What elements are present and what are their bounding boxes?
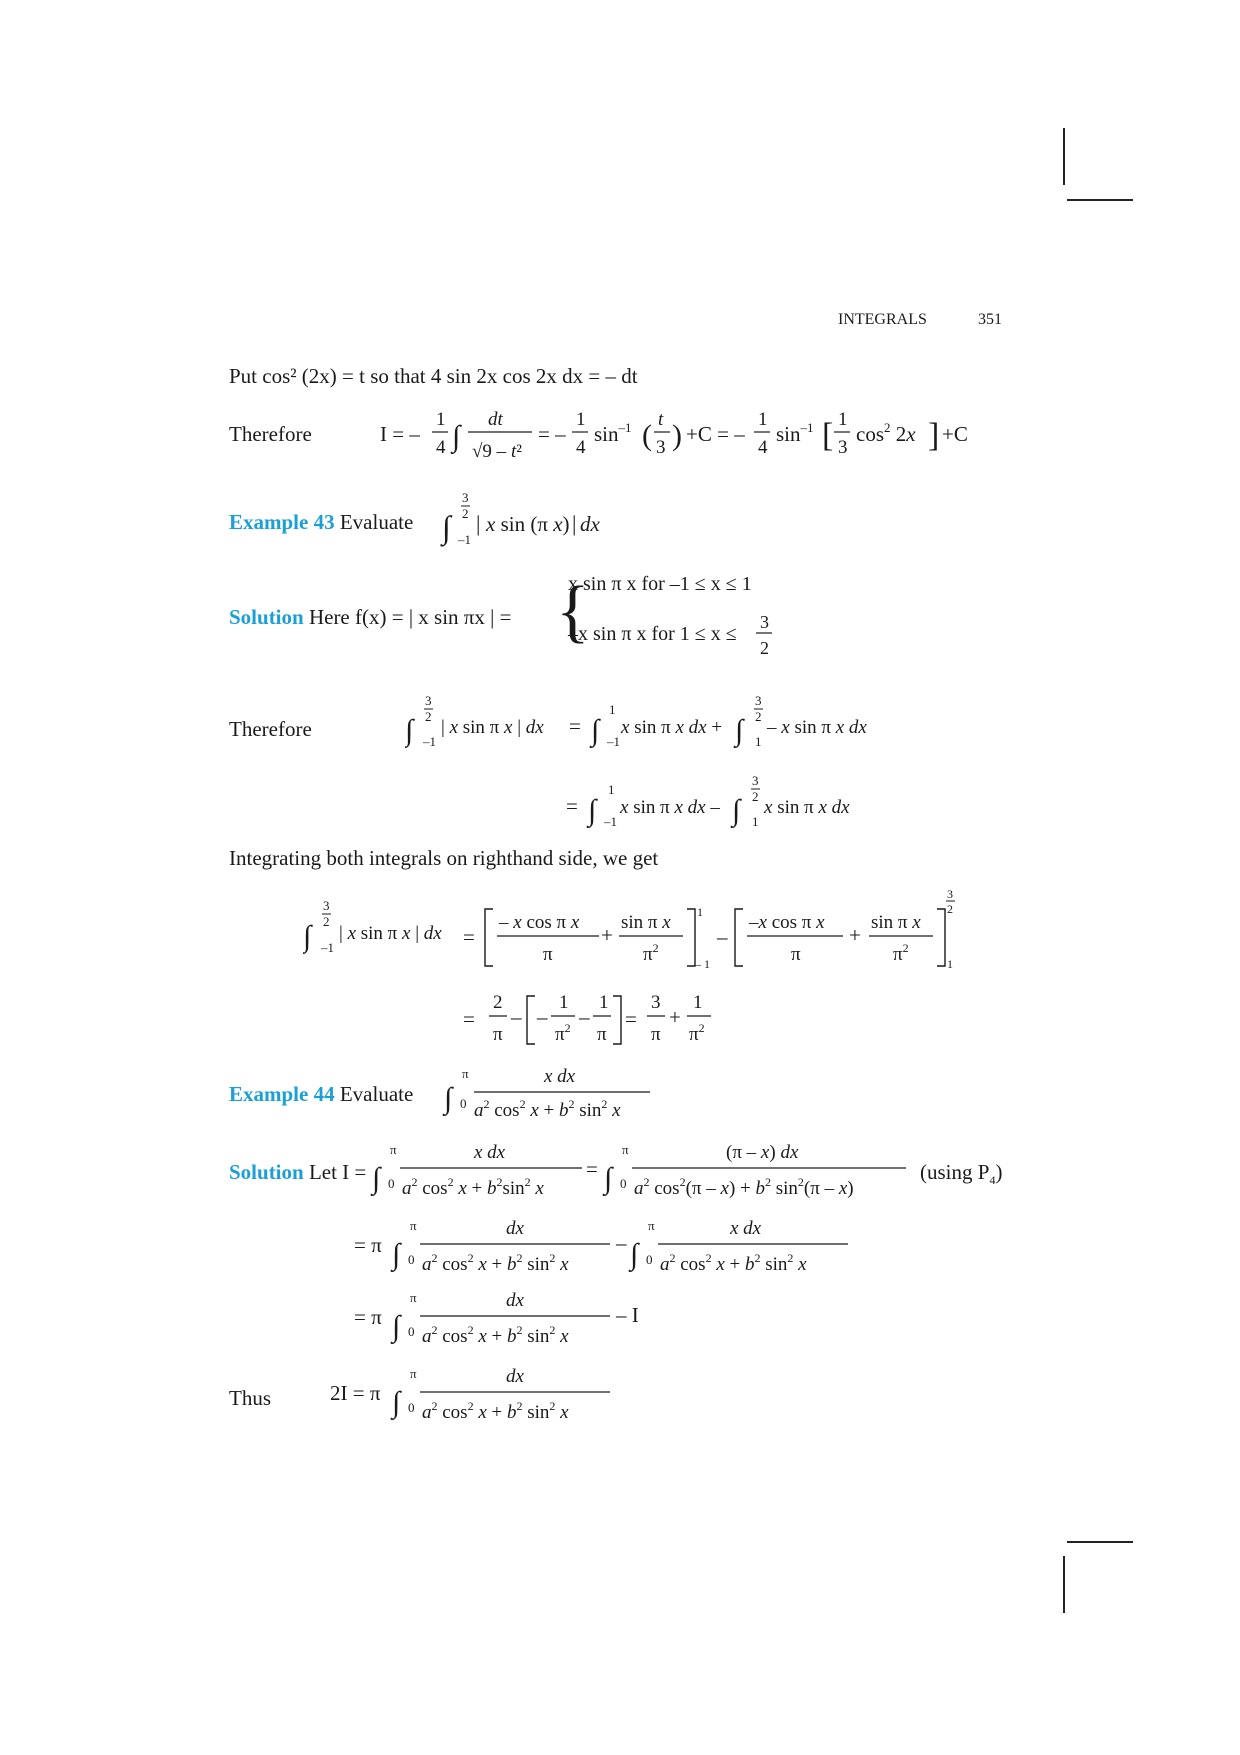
svg-text:– I: – I xyxy=(616,1303,639,1327)
svg-text:0: 0 xyxy=(646,1252,653,1267)
svg-text:x sin π x dx: x sin π x dx xyxy=(764,797,850,818)
svg-text:|: | xyxy=(476,511,481,536)
svg-text:1: 1 xyxy=(838,409,848,430)
svg-text:a2 cos2 x + b2 sin2 x: $a^2$ $\cos^2 x + b^2$ $\sin^2 x$ xyxy=(474,1097,621,1121)
svg-text:(π – x) dx: (π – x) dx xyxy=(726,1142,799,1163)
svg-text:3: 3 xyxy=(425,693,432,708)
svg-text:π2: $\pi^2$ xyxy=(689,1021,705,1045)
svg-text:∫: ∫ xyxy=(444,1082,453,1115)
svg-text:π: π xyxy=(390,1142,397,1157)
solution-44-step-2 xyxy=(354,1282,654,1362)
svg-text:1: 1 xyxy=(752,814,759,829)
svg-text:2: 2 xyxy=(752,789,759,804)
svg-text:–: – xyxy=(537,1005,548,1029)
svg-text:3: 3 xyxy=(752,773,759,788)
svg-text:– 1: – 1 xyxy=(695,957,710,971)
running-header-title: INTEGRALS xyxy=(838,311,927,328)
svg-text:a2 cos2(π – x) + b2 sin2(π – x: $a^2$ $\cos^2(\pi - x) + b^2$ $\sin^2(\pi - x)$ xyxy=(634,1175,854,1199)
svg-text:a2 cos2 x + b2 sin2 x: $a^2$ $\cos^2 x + b^2$ $\sin^2 x$ xyxy=(422,1323,569,1347)
svg-text:sin–1: $\sin^{-1}$ xyxy=(594,420,632,446)
svg-text:cos2 2x: $\cos^2 2x$ xyxy=(856,420,916,446)
therefore-equation-2 xyxy=(405,690,925,760)
svg-text:sin π x: sin π x xyxy=(871,912,921,933)
svg-text:+: + xyxy=(669,1005,681,1029)
svg-text:2: 2 xyxy=(462,506,469,521)
svg-text:= π: = π xyxy=(354,1305,382,1329)
svg-text:=: = xyxy=(569,714,581,738)
svg-text:4: 4 xyxy=(576,437,586,458)
svg-text:(: ( xyxy=(642,419,652,452)
example-44-text: Evaluate xyxy=(339,1082,414,1106)
svg-text:0: 0 xyxy=(408,1252,415,1267)
svg-text:1: 1 xyxy=(697,905,703,919)
crop-mark-top-vertical xyxy=(1063,128,1065,185)
svg-text:∫: ∫ xyxy=(452,420,461,453)
svg-text:3: 3 xyxy=(323,898,330,913)
svg-text:= –: = – xyxy=(538,422,566,446)
svg-text:∫: ∫ xyxy=(732,794,741,827)
svg-text:0: 0 xyxy=(408,1400,415,1415)
using-p4-note: (using $P_4$) xyxy=(920,1160,1003,1188)
svg-text:3: 3 xyxy=(947,887,953,901)
svg-text:–1: –1 xyxy=(604,814,617,829)
example-43-integral xyxy=(440,488,640,558)
svg-text:2: 2 xyxy=(947,902,953,916)
svg-text:+C: +C xyxy=(942,422,968,446)
crop-mark-bottom-horizontal xyxy=(1067,1541,1133,1543)
svg-text:]: ] xyxy=(928,417,940,454)
page-number: 351 xyxy=(978,311,1002,328)
svg-text:∫: ∫ xyxy=(630,1238,639,1271)
solution-44-label: Solution xyxy=(229,1160,304,1184)
svg-text:a2 cos2 x + b2 sin2 x: $a^2$ $\cos^2 x + b^2$ $\sin^2 x$ xyxy=(660,1251,807,1275)
svg-text:sin π x: sin π x xyxy=(621,912,671,933)
svg-text:1: 1 xyxy=(609,702,616,717)
svg-text:3: 3 xyxy=(656,437,666,458)
svg-text:| x sin π x | dx: | x sin π x | dx xyxy=(441,717,544,738)
therefore-label-1: Therefore xyxy=(229,422,312,446)
svg-text:3: 3 xyxy=(755,693,762,708)
svg-text:1: 1 xyxy=(559,992,569,1013)
svg-text:3: 3 xyxy=(651,992,661,1013)
svg-text:∫: ∫ xyxy=(303,920,312,953)
example-43 xyxy=(229,510,413,535)
svg-text:π2: $\pi^2$ xyxy=(555,1021,571,1045)
svg-text:4: 4 xyxy=(436,437,446,458)
svg-text:π: π xyxy=(410,1366,417,1381)
case-1: x sin π x for –1 ≤ x ≤ 1 xyxy=(568,573,752,595)
svg-text:∫: ∫ xyxy=(405,714,414,747)
solution-44-step-1 xyxy=(354,1210,854,1290)
svg-text:π: π xyxy=(651,1024,661,1045)
svg-text:2: 2 xyxy=(323,914,330,929)
svg-text:– x sin π x dx: – x sin π x dx xyxy=(767,717,867,738)
svg-text:2: 2 xyxy=(755,709,762,724)
svg-text:2: 2 xyxy=(760,638,769,658)
svg-text:0: 0 xyxy=(388,1176,395,1191)
svg-text:4: 4 xyxy=(758,437,768,458)
svg-text:√9 – t²: √9 – t² xyxy=(472,441,522,462)
crop-mark-top-horizontal xyxy=(1067,199,1133,201)
svg-text:x dx: x dx xyxy=(730,1218,762,1239)
thus-equation xyxy=(330,1358,650,1438)
svg-text:1: 1 xyxy=(693,992,703,1013)
svg-text:dx: dx xyxy=(506,1290,524,1311)
svg-text:t: t xyxy=(658,409,664,430)
svg-text:∫: ∫ xyxy=(591,714,600,747)
svg-text:a2 cos2 x + b2sin2 x: $a^2$ $\cos^2 x + b^2\sin^2$ x xyxy=(402,1175,544,1199)
svg-text:dt: dt xyxy=(488,409,503,430)
svg-text:1: 1 xyxy=(755,734,762,749)
svg-text:∫: ∫ xyxy=(442,509,451,545)
svg-text:1: 1 xyxy=(576,409,586,430)
svg-text:=: = xyxy=(586,1157,598,1181)
evaluation-equation-1 xyxy=(303,884,983,974)
svg-text:3: 3 xyxy=(462,490,469,505)
svg-text:=: = xyxy=(566,794,578,818)
svg-text:∫: ∫ xyxy=(392,1238,401,1271)
crop-mark-bottom-vertical xyxy=(1063,1556,1065,1613)
svg-text:∫: ∫ xyxy=(372,1162,381,1195)
svg-text:–1: –1 xyxy=(321,940,334,955)
solution-43-text: Here f(x) = | x sin πx | = xyxy=(308,605,512,629)
therefore-equation-2b xyxy=(566,770,906,840)
svg-text:I = –: I = – xyxy=(380,422,420,446)
svg-text:= π: = π xyxy=(354,1233,382,1257)
svg-text:π2: $\pi^2$ xyxy=(643,941,659,965)
svg-text:–: – xyxy=(616,1231,627,1255)
svg-text:+: + xyxy=(601,923,613,947)
svg-text:3: 3 xyxy=(838,437,848,458)
svg-text:∫: ∫ xyxy=(588,794,597,827)
svg-text:x dx: x dx xyxy=(474,1142,506,1163)
svg-text:=: = xyxy=(463,925,475,949)
svg-text:π: π xyxy=(462,1066,469,1081)
svg-text:π: π xyxy=(597,1024,607,1045)
svg-text:π: π xyxy=(410,1218,417,1233)
solution-44 xyxy=(229,1160,366,1185)
svg-text:dx: dx xyxy=(506,1218,524,1239)
svg-text:0: 0 xyxy=(460,1096,467,1111)
solution-43-label: Solution xyxy=(229,605,304,629)
svg-text:π: π xyxy=(493,1024,503,1045)
svg-text:+: + xyxy=(849,923,861,947)
solution-43 xyxy=(229,605,511,630)
svg-text:| x sin π x | dx: | x sin π x | dx xyxy=(339,923,442,944)
svg-text:x dx: x dx xyxy=(544,1066,576,1087)
svg-text:{: { xyxy=(556,573,590,650)
svg-text:π: π xyxy=(410,1290,417,1305)
svg-text:dx: dx xyxy=(506,1366,524,1387)
svg-text:–1: –1 xyxy=(423,734,436,749)
evaluation-equation-2 xyxy=(463,984,723,1054)
example-43-label: Example 43 xyxy=(229,510,335,534)
svg-text:sin–1: $\sin^{-1}$ xyxy=(776,420,814,446)
svg-text:–1: –1 xyxy=(607,734,620,749)
svg-text:+C = –: +C = – xyxy=(686,422,745,446)
substitution-line: Put cos² (2x) = t so that 4 sin 2x cos 2x dx = – dt xyxy=(229,364,638,388)
piecewise-definition xyxy=(556,562,796,662)
svg-text:x sin π x dx –: x sin π x dx – xyxy=(620,797,720,818)
svg-text:): ) xyxy=(672,419,682,452)
svg-text:|: | xyxy=(572,511,577,536)
svg-text:1: 1 xyxy=(758,409,768,430)
integrating-line: Integrating both integrals on righthand side, we get xyxy=(229,846,659,870)
svg-text:1: 1 xyxy=(436,409,446,430)
svg-text:2: 2 xyxy=(425,709,432,724)
svg-text:–x cos π x: –x cos π x xyxy=(749,912,825,933)
svg-text:∫: ∫ xyxy=(392,1386,401,1419)
therefore-label-2: Therefore xyxy=(229,717,312,741)
svg-text:π: π xyxy=(622,1142,629,1157)
svg-text:3: 3 xyxy=(760,612,769,632)
svg-text:1: 1 xyxy=(599,992,609,1013)
therefore-equation-1 xyxy=(380,400,1000,470)
svg-text:π2: $\pi^2$ xyxy=(893,941,909,965)
svg-text:dx: dx xyxy=(580,512,600,536)
svg-text:2I = π: 2I = π xyxy=(330,1381,381,1405)
svg-text:2: 2 xyxy=(493,992,503,1013)
case-2: –x sin π x for 1 ≤ x ≤ xyxy=(568,623,737,645)
example-44 xyxy=(229,1082,413,1107)
solution-44-equation xyxy=(370,1134,910,1214)
svg-text:a2 cos2 x + b2 sin2 x: $a^2$ $\cos^2 x + b^2$ $\sin^2 x$ xyxy=(422,1251,569,1275)
svg-text:0: 0 xyxy=(620,1176,627,1191)
svg-text:–: – xyxy=(511,1005,522,1029)
svg-text:x sin (π x): x sin (π x) xyxy=(486,512,570,536)
svg-text:1: 1 xyxy=(608,782,615,797)
svg-text:∫: ∫ xyxy=(735,714,744,747)
example-44-label: Example 44 xyxy=(229,1082,335,1106)
svg-text:a2 cos2 x + b2 sin2 x: $a^2$ $\cos^2 x + b^2$ $\sin^2 x$ xyxy=(422,1399,569,1423)
solution-44-text: Let I = xyxy=(308,1160,367,1184)
svg-text:[: [ xyxy=(822,417,834,454)
svg-text:1: 1 xyxy=(947,957,953,971)
svg-text:–: – xyxy=(717,925,728,949)
svg-text:–: – xyxy=(579,1005,590,1029)
svg-text:∫: ∫ xyxy=(392,1310,401,1343)
svg-text:∫: ∫ xyxy=(604,1162,613,1195)
thus-label: Thus xyxy=(229,1386,271,1410)
svg-text:π: π xyxy=(791,944,801,965)
svg-text:π: π xyxy=(543,944,553,965)
svg-text:–1: –1 xyxy=(458,532,471,547)
svg-text:=: = xyxy=(625,1007,637,1031)
svg-text:=: = xyxy=(463,1007,475,1031)
svg-text:0: 0 xyxy=(408,1324,415,1339)
example-43-text: Evaluate xyxy=(339,510,414,534)
example-44-integral xyxy=(440,1060,660,1130)
svg-text:– x cos π x: – x cos π x xyxy=(499,912,580,933)
svg-text:π: π xyxy=(648,1218,655,1233)
svg-text:x sin π x dx +: x sin π x dx + xyxy=(621,717,723,738)
